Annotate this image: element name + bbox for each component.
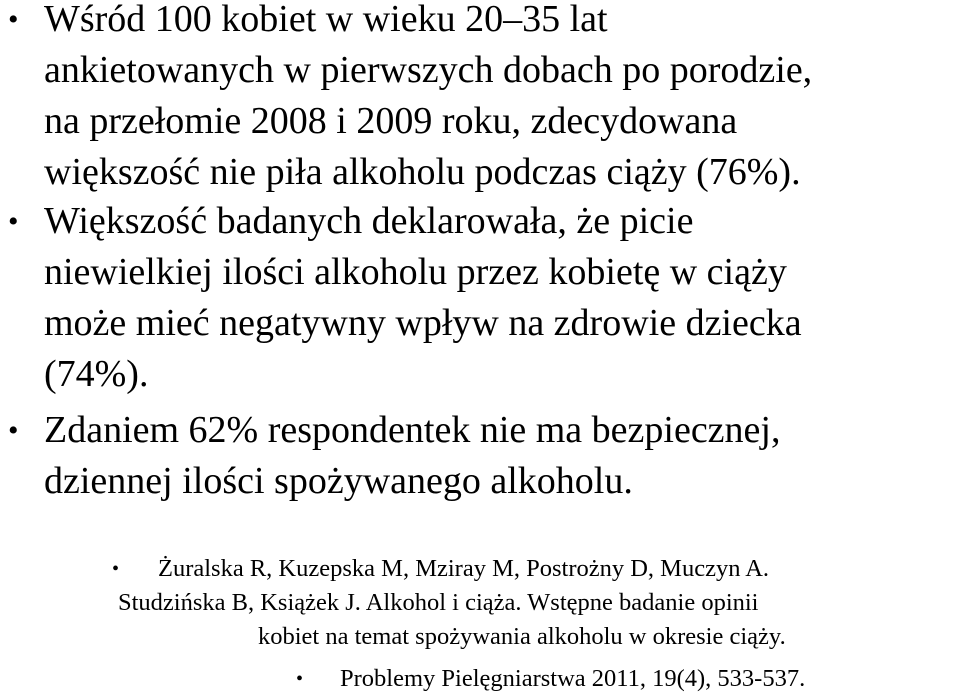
bullet-item-1 — [0, 0, 812, 198]
reference-line-1-text: Żuralska R, Kuzepska M, Mziray M, Postrożny D, Muczyn A. — [158, 555, 770, 582]
reference-line-2 — [0, 586, 960, 620]
reference-line-3 — [0, 620, 960, 654]
bullet-1-line-1: Wśród 100 kobiet w wieku 20–35 lat — [44, 0, 608, 40]
bullet-icon: • — [8, 3, 19, 36]
bullet-icon: • — [8, 205, 19, 238]
bullet-3-line-2: dziennej ilości spożywanego alkoholu. — [44, 460, 633, 502]
bullet-3-line-1: Zdaniem 62% respondentek nie ma bezpiecznej, — [44, 409, 781, 451]
reference-citation — [0, 552, 960, 696]
bullet-1-line-2: ankietowanych w pierwszych dobach po porodzie, — [44, 49, 813, 91]
bullet-icon: • — [8, 414, 19, 447]
reference-line-1 — [0, 552, 960, 586]
reference-line-3-text: kobiet na temat spożywania alkoholu w okresie ciąży. — [258, 623, 786, 650]
reference-line-4-text: Problemy Pielęgniarstwa 2011, 19(4), 533-537. — [340, 665, 806, 692]
bullet-2-line-1: Większość badanych deklarowała, że picie — [44, 200, 694, 242]
bullet-item-3 — [0, 405, 780, 507]
reference-line-4 — [0, 662, 960, 696]
bullet-1-line-4: większość nie piła alkoholu podczas ciąży (76%). — [44, 151, 801, 193]
reference-bullet-icon: • — [112, 558, 120, 580]
bullet-2-line-2: niewielkiej ilości alkoholu przez kobietę w ciąży — [44, 251, 787, 293]
bullet-2-line-4: (74%). — [44, 353, 149, 395]
reference-line-2-text: Studzińska B, Książek J. Alkohol i ciąża. Wstępne badanie opinii — [118, 589, 759, 616]
bullet-item-2 — [0, 196, 802, 400]
reference-bullet-icon-2: • — [296, 668, 304, 690]
bullet-2-line-3: może mieć negatywny wpływ na zdrowie dziecka — [44, 302, 802, 344]
bullet-1-line-3: na przełomie 2008 i 2009 roku, zdecydowana — [44, 100, 738, 142]
